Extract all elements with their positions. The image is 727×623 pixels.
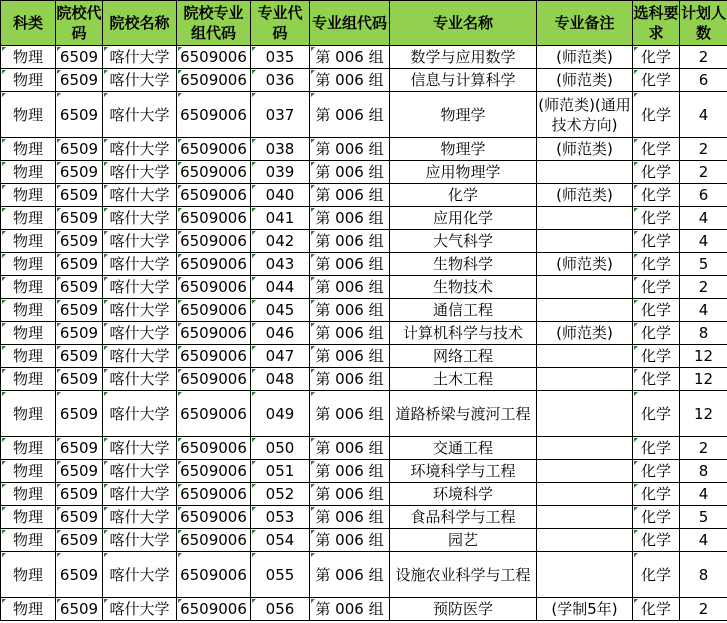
table-row [1, 138, 727, 161]
table-row [1, 552, 727, 598]
cell-subject-requirement: 化学 [633, 322, 680, 345]
table-row [1, 207, 727, 230]
cell-group-code: 第 006 组 [310, 460, 390, 483]
cell-subject-type: 物理 [1, 483, 56, 506]
cell-group-code: 第 006 组 [310, 184, 390, 207]
cell-school-name: 喀什大学 [103, 345, 177, 368]
table-row [1, 345, 727, 368]
cell-school-name: 喀什大学 [103, 253, 177, 276]
cell-school-group-code: 6509006 [177, 184, 251, 207]
cell-group-code: 第 006 组 [310, 322, 390, 345]
cell-school-name: 喀什大学 [103, 322, 177, 345]
cell-subject-requirement: 化学 [633, 138, 680, 161]
cell-major-note: (师范类) [537, 184, 633, 207]
cell-plan-count: 2 [680, 437, 727, 460]
cell-group-code: 第 006 组 [310, 253, 390, 276]
cell-school-group-code: 6509006 [177, 322, 251, 345]
cell-school-name: 喀什大学 [103, 161, 177, 184]
cell-school-code: 6509 [56, 184, 103, 207]
cell-school-group-code: 6509006 [177, 368, 251, 391]
cell-subject-requirement: 化学 [633, 207, 680, 230]
cell-school-name: 喀什大学 [103, 276, 177, 299]
cell-subject-requirement: 化学 [633, 598, 680, 621]
cell-group-code: 第 006 组 [310, 299, 390, 322]
cell-school-group-code: 6509006 [177, 69, 251, 92]
cell-subject-requirement: 化学 [633, 437, 680, 460]
cell-plan-count: 4 [680, 299, 727, 322]
header-group-code: 专业组代码 [310, 1, 390, 46]
cell-subject-requirement: 化学 [633, 345, 680, 368]
table-row [1, 299, 727, 322]
cell-major-name: 生物科学 [390, 253, 537, 276]
cell-school-name: 喀什大学 [103, 46, 177, 69]
cell-school-group-code: 6509006 [177, 161, 251, 184]
cell-major-note [537, 437, 633, 460]
cell-school-name: 喀什大学 [103, 184, 177, 207]
cell-group-code: 第 006 组 [310, 391, 390, 437]
cell-subject-requirement: 化学 [633, 92, 680, 138]
cell-school-group-code: 6509006 [177, 506, 251, 529]
cell-subject-type: 物理 [1, 69, 56, 92]
cell-school-code: 6509 [56, 253, 103, 276]
cell-subject-type: 物理 [1, 230, 56, 253]
cell-plan-count: 4 [680, 483, 727, 506]
cell-school-name: 喀什大学 [103, 460, 177, 483]
cell-subject-type: 物理 [1, 184, 56, 207]
cell-plan-count: 6 [680, 69, 727, 92]
table-header-row [1, 1, 727, 46]
cell-major-note [537, 207, 633, 230]
cell-subject-type: 物理 [1, 92, 56, 138]
cell-school-name: 喀什大学 [103, 92, 177, 138]
cell-school-group-code: 6509006 [177, 552, 251, 598]
cell-major-note: (师范类) [537, 138, 633, 161]
cell-school-code: 6509 [56, 46, 103, 69]
cell-group-code: 第 006 组 [310, 598, 390, 621]
table-row [1, 276, 727, 299]
cell-major-code: 051 [251, 460, 310, 483]
cell-plan-count: 4 [680, 529, 727, 552]
cell-subject-requirement: 化学 [633, 368, 680, 391]
cell-major-note [537, 368, 633, 391]
cell-major-name: 网络工程 [390, 345, 537, 368]
cell-major-name: 环境科学与工程 [390, 460, 537, 483]
cell-major-name: 设施农业科学与工程 [390, 552, 537, 598]
cell-school-code: 6509 [56, 391, 103, 437]
cell-group-code: 第 006 组 [310, 483, 390, 506]
cell-school-code: 6509 [56, 69, 103, 92]
cell-major-name: 食品科学与工程 [390, 506, 537, 529]
cell-subject-type: 物理 [1, 529, 56, 552]
cell-group-code: 第 006 组 [310, 46, 390, 69]
cell-subject-requirement: 化学 [633, 552, 680, 598]
cell-subject-requirement: 化学 [633, 391, 680, 437]
cell-subject-requirement: 化学 [633, 184, 680, 207]
cell-major-note [537, 460, 633, 483]
cell-school-code: 6509 [56, 138, 103, 161]
cell-school-group-code: 6509006 [177, 345, 251, 368]
table-row [1, 391, 727, 437]
cell-major-note: (师范类)(通用技术方向) [537, 92, 633, 138]
cell-subject-requirement: 化学 [633, 161, 680, 184]
cell-major-code: 054 [251, 529, 310, 552]
cell-major-code: 056 [251, 598, 310, 621]
cell-major-code: 043 [251, 253, 310, 276]
cell-major-note: (学制5年) [537, 598, 633, 621]
header-school-code: 院校代码 [56, 1, 103, 46]
cell-subject-type: 物理 [1, 345, 56, 368]
cell-school-code: 6509 [56, 322, 103, 345]
cell-school-name: 喀什大学 [103, 506, 177, 529]
cell-school-name: 喀什大学 [103, 299, 177, 322]
cell-group-code: 第 006 组 [310, 368, 390, 391]
cell-plan-count: 2 [680, 276, 727, 299]
cell-major-note: (师范类) [537, 322, 633, 345]
cell-subject-requirement: 化学 [633, 529, 680, 552]
cell-major-note [537, 299, 633, 322]
cell-plan-count: 8 [680, 552, 727, 598]
cell-major-code: 042 [251, 230, 310, 253]
cell-subject-type: 物理 [1, 368, 56, 391]
cell-subject-requirement: 化学 [633, 253, 680, 276]
header-major-code: 专业代码 [251, 1, 310, 46]
table-row [1, 92, 727, 138]
cell-subject-requirement: 化学 [633, 46, 680, 69]
cell-subject-requirement: 化学 [633, 299, 680, 322]
cell-group-code: 第 006 组 [310, 138, 390, 161]
table-row [1, 322, 727, 345]
cell-school-group-code: 6509006 [177, 92, 251, 138]
cell-subject-requirement: 化学 [633, 506, 680, 529]
cell-group-code: 第 006 组 [310, 92, 390, 138]
cell-major-note [537, 552, 633, 598]
cell-school-group-code: 6509006 [177, 253, 251, 276]
cell-major-note: (师范类) [537, 46, 633, 69]
cell-group-code: 第 006 组 [310, 207, 390, 230]
cell-plan-count: 2 [680, 46, 727, 69]
cell-school-code: 6509 [56, 483, 103, 506]
table-row [1, 184, 727, 207]
cell-subject-type: 物理 [1, 276, 56, 299]
cell-group-code: 第 006 组 [310, 437, 390, 460]
cell-major-name: 物理学 [390, 138, 537, 161]
cell-major-name: 大气科学 [390, 230, 537, 253]
cell-school-group-code: 6509006 [177, 138, 251, 161]
cell-plan-count: 2 [680, 138, 727, 161]
cell-major-name: 数学与应用数学 [390, 46, 537, 69]
cell-plan-count: 8 [680, 460, 727, 483]
cell-major-name: 预防医学 [390, 598, 537, 621]
cell-major-code: 045 [251, 299, 310, 322]
cell-school-name: 喀什大学 [103, 230, 177, 253]
cell-major-code: 046 [251, 322, 310, 345]
cell-major-code: 041 [251, 207, 310, 230]
cell-school-group-code: 6509006 [177, 276, 251, 299]
cell-group-code: 第 006 组 [310, 161, 390, 184]
cell-plan-count: 5 [680, 253, 727, 276]
cell-school-code: 6509 [56, 345, 103, 368]
cell-school-name: 喀什大学 [103, 437, 177, 460]
cell-major-code: 036 [251, 69, 310, 92]
cell-major-code: 040 [251, 184, 310, 207]
cell-major-code: 044 [251, 276, 310, 299]
cell-school-group-code: 6509006 [177, 598, 251, 621]
cell-major-note [537, 483, 633, 506]
header-subject-type: 科类 [1, 1, 56, 46]
cell-major-note: (师范类) [537, 253, 633, 276]
cell-major-code: 048 [251, 368, 310, 391]
cell-plan-count: 4 [680, 92, 727, 138]
header-school-name: 院校名称 [103, 1, 177, 46]
cell-major-note [537, 276, 633, 299]
cell-group-code: 第 006 组 [310, 276, 390, 299]
cell-major-note [537, 391, 633, 437]
cell-major-code: 053 [251, 506, 310, 529]
cell-group-code: 第 006 组 [310, 506, 390, 529]
table-row [1, 529, 727, 552]
cell-major-name: 计算机科学与技术 [390, 322, 537, 345]
cell-school-code: 6509 [56, 506, 103, 529]
cell-subject-type: 物理 [1, 299, 56, 322]
cell-plan-count: 4 [680, 207, 727, 230]
cell-school-group-code: 6509006 [177, 529, 251, 552]
table-row [1, 483, 727, 506]
header-subject-requirement: 选科要求 [633, 1, 680, 46]
table-row [1, 69, 727, 92]
cell-major-name: 生物技术 [390, 276, 537, 299]
cell-school-code: 6509 [56, 460, 103, 483]
cell-subject-type: 物理 [1, 138, 56, 161]
table-row [1, 598, 727, 621]
cell-school-code: 6509 [56, 230, 103, 253]
cell-group-code: 第 006 组 [310, 230, 390, 253]
table-body [1, 46, 727, 621]
cell-subject-type: 物理 [1, 598, 56, 621]
cell-subject-type: 物理 [1, 161, 56, 184]
cell-major-note: (师范类) [537, 69, 633, 92]
cell-school-code: 6509 [56, 529, 103, 552]
cell-major-code: 055 [251, 552, 310, 598]
cell-group-code: 第 006 组 [310, 529, 390, 552]
cell-major-note [537, 529, 633, 552]
cell-school-name: 喀什大学 [103, 529, 177, 552]
cell-subject-type: 物理 [1, 253, 56, 276]
cell-group-code: 第 006 组 [310, 345, 390, 368]
cell-plan-count: 6 [680, 184, 727, 207]
cell-major-code: 049 [251, 391, 310, 437]
table-row [1, 506, 727, 529]
cell-subject-type: 物理 [1, 46, 56, 69]
cell-plan-count: 2 [680, 598, 727, 621]
cell-major-name: 园艺 [390, 529, 537, 552]
cell-school-name: 喀什大学 [103, 391, 177, 437]
header-major-note: 专业备注 [537, 1, 633, 46]
cell-major-code: 039 [251, 161, 310, 184]
cell-group-code: 第 006 组 [310, 69, 390, 92]
cell-school-code: 6509 [56, 276, 103, 299]
cell-major-name: 道路桥梁与渡河工程 [390, 391, 537, 437]
cell-school-group-code: 6509006 [177, 299, 251, 322]
table-row [1, 437, 727, 460]
cell-subject-type: 物理 [1, 437, 56, 460]
cell-subject-type: 物理 [1, 391, 56, 437]
cell-major-code: 037 [251, 92, 310, 138]
cell-school-group-code: 6509006 [177, 207, 251, 230]
cell-plan-count: 12 [680, 345, 727, 368]
cell-major-name: 通信工程 [390, 299, 537, 322]
cell-subject-requirement: 化学 [633, 276, 680, 299]
cell-major-note [537, 230, 633, 253]
cell-major-note [537, 161, 633, 184]
cell-major-name: 信息与计算科学 [390, 69, 537, 92]
cell-school-code: 6509 [56, 299, 103, 322]
cell-plan-count: 12 [680, 368, 727, 391]
cell-subject-type: 物理 [1, 322, 56, 345]
cell-plan-count: 12 [680, 391, 727, 437]
table-row [1, 368, 727, 391]
cell-school-name: 喀什大学 [103, 483, 177, 506]
header-major-name: 专业名称 [390, 1, 537, 46]
table-row [1, 460, 727, 483]
cell-school-name: 喀什大学 [103, 207, 177, 230]
cell-major-code: 047 [251, 345, 310, 368]
cell-subject-requirement: 化学 [633, 483, 680, 506]
cell-major-name: 物理学 [390, 92, 537, 138]
cell-subject-type: 物理 [1, 207, 56, 230]
cell-major-name: 应用物理学 [390, 161, 537, 184]
cell-major-name: 土木工程 [390, 368, 537, 391]
cell-school-group-code: 6509006 [177, 391, 251, 437]
cell-school-code: 6509 [56, 552, 103, 598]
cell-school-code: 6509 [56, 161, 103, 184]
cell-school-code: 6509 [56, 92, 103, 138]
table-row [1, 253, 727, 276]
cell-subject-type: 物理 [1, 552, 56, 598]
cell-group-code: 第 006 组 [310, 552, 390, 598]
cell-school-group-code: 6509006 [177, 460, 251, 483]
cell-major-name: 环境科学 [390, 483, 537, 506]
cell-plan-count: 5 [680, 506, 727, 529]
cell-major-note [537, 506, 633, 529]
cell-subject-requirement: 化学 [633, 460, 680, 483]
cell-school-code: 6509 [56, 598, 103, 621]
cell-school-name: 喀什大学 [103, 69, 177, 92]
cell-plan-count: 4 [680, 230, 727, 253]
cell-major-code: 035 [251, 46, 310, 69]
cell-plan-count: 8 [680, 322, 727, 345]
cell-school-name: 喀什大学 [103, 552, 177, 598]
cell-subject-requirement: 化学 [633, 69, 680, 92]
cell-school-code: 6509 [56, 207, 103, 230]
cell-school-group-code: 6509006 [177, 483, 251, 506]
cell-school-code: 6509 [56, 368, 103, 391]
table-row [1, 161, 727, 184]
cell-plan-count: 2 [680, 161, 727, 184]
cell-major-name: 应用化学 [390, 207, 537, 230]
cell-school-group-code: 6509006 [177, 46, 251, 69]
table-row [1, 230, 727, 253]
cell-school-code: 6509 [56, 437, 103, 460]
cell-school-name: 喀什大学 [103, 368, 177, 391]
cell-major-code: 052 [251, 483, 310, 506]
cell-school-name: 喀什大学 [103, 598, 177, 621]
cell-major-code: 038 [251, 138, 310, 161]
header-school-group-code: 院校专业组代码 [177, 1, 251, 46]
cell-school-group-code: 6509006 [177, 437, 251, 460]
cell-school-name: 喀什大学 [103, 138, 177, 161]
cell-major-name: 交通工程 [390, 437, 537, 460]
header-plan-count: 计划人数 [680, 1, 727, 46]
cell-subject-requirement: 化学 [633, 230, 680, 253]
cell-school-group-code: 6509006 [177, 230, 251, 253]
cell-major-code: 050 [251, 437, 310, 460]
cell-subject-type: 物理 [1, 506, 56, 529]
cell-major-note [537, 345, 633, 368]
cell-major-name: 化学 [390, 184, 537, 207]
table-row [1, 46, 727, 69]
cell-subject-type: 物理 [1, 460, 56, 483]
